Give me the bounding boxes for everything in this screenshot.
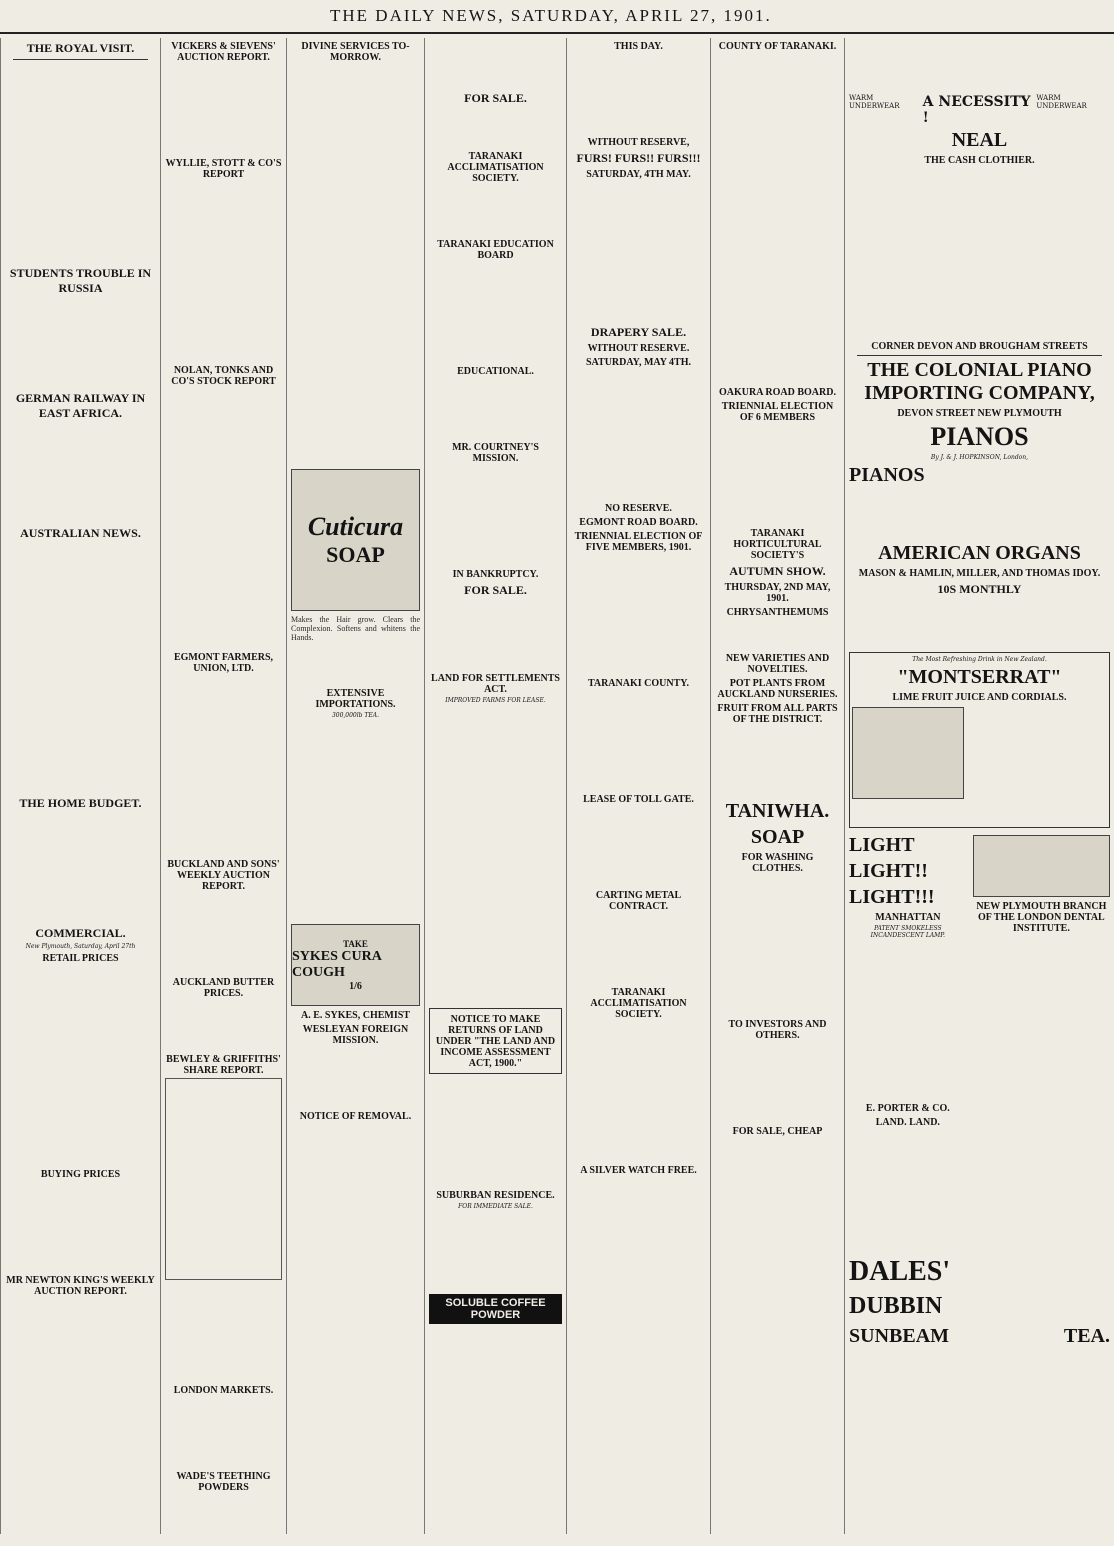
heading-wesleyan-mission: WESLEYAN FOREIGN MISSION.	[302, 1024, 409, 1046]
dubbin: DUBBIN	[849, 1293, 943, 1319]
article-body	[291, 65, 420, 465]
article-body	[571, 1022, 706, 1162]
heading-fruit: FRUIT FROM ALL PARTS OF THE DISTRICT.	[717, 703, 838, 725]
article-body	[291, 645, 420, 685]
masthead	[0, 0, 1114, 34]
heading-london-markets: LONDON MARKETS.	[173, 1385, 274, 1396]
heading-vickers-report: VICKERS & SIEVENS' AUCTION REPORT.	[171, 41, 276, 63]
heading-bewley-share-report: BEWLEY & GRIFFITHS' SHARE REPORT.	[166, 1054, 281, 1076]
article-body	[291, 1048, 420, 1108]
heading-silver-watch: A SILVER WATCH FREE.	[580, 1165, 697, 1176]
column-3	[286, 38, 424, 1534]
neal-brand: NEAL	[951, 129, 1008, 151]
article-body	[571, 914, 706, 984]
neal-footer: CORNER DEVON AND BROUGHAM STREETS	[871, 341, 1088, 352]
heading-german-railway: GERMAN RAILWAY IN EAST AFRICA.	[15, 391, 146, 420]
article-body	[165, 676, 282, 856]
heading-chrysanthemums: CHRYSANTHEMUMS	[726, 607, 829, 618]
masthead-title: THE DAILY NEWS, SATURDAY, APRIL 27, 1901.	[330, 6, 772, 25]
improved-farms: IMPROVED FARMS FOR LEASE.	[445, 697, 546, 704]
column-5	[566, 38, 710, 1534]
heading-acclimatisation: TARANAKI ACCLIMATISATION SOCIETY.	[447, 151, 544, 184]
organs-heading: AMERICAN ORGANS	[878, 542, 1081, 564]
soluble-coffee-band: SOLUBLE COFFEE POWDER	[429, 1294, 562, 1324]
article-body	[165, 182, 282, 362]
heading-egmont-road-board: EGMONT ROAD BOARD.	[579, 517, 698, 528]
heading-wades-powders: WADE'S TEETHING POWDERS	[176, 1471, 271, 1493]
heading-commercial: COMMERCIAL.	[35, 926, 126, 940]
heading-retail-prices: RETAIL PRICES	[42, 953, 119, 964]
share-table	[165, 1078, 282, 1280]
manhattan-sub: PATENT SMOKELESS INCANDESCENT LAMP.	[870, 925, 946, 939]
heading-buckland-report: BUCKLAND AND SONS' WEEKLY AUCTION REPORT.	[167, 859, 280, 892]
heading-sat-4-may: SATURDAY, 4TH MAY.	[586, 169, 691, 180]
heading-auckland-butter: AUCKLAND BUTTER PRICES.	[172, 977, 275, 999]
land: LAND. LAND.	[875, 1117, 940, 1128]
article-body	[429, 263, 562, 363]
heading-for-sale-2: FOR SALE.	[464, 583, 527, 597]
heading-acclimatisation-2: TARANAKI ACCLIMATISATION SOCIETY.	[590, 987, 687, 1020]
article-body	[429, 108, 562, 148]
article-body	[715, 1043, 840, 1123]
heading-egmont-farmers: EGMONT FARMERS, UNION, LTD.	[173, 652, 274, 674]
piano-address: DEVON STREET NEW PLYMOUTH	[897, 408, 1062, 419]
heading-home-budget: THE HOME BUDGET.	[19, 796, 142, 810]
column-6	[710, 38, 844, 1534]
piano-makers: By J. & J. HOPKINSON, London,	[930, 454, 1029, 461]
dental-institute: NEW PLYMOUTH BRANCH OF THE LONDON DENTAL INSTITUTE.	[976, 901, 1107, 934]
heading-without-reserve: WITHOUT RESERVE,	[587, 137, 690, 148]
tea-quantity: 300,000lb TEA.	[331, 712, 380, 719]
sunbeam: SUNBEAM	[849, 1325, 950, 1347]
column-4	[424, 38, 566, 1534]
article-body	[165, 65, 282, 155]
article-body	[165, 1001, 282, 1051]
taniwha-soap-sub: FOR WASHING CLOTHES.	[741, 852, 814, 874]
sykes-price: 1/6	[349, 980, 362, 992]
article-body	[5, 966, 156, 1166]
article-body	[291, 720, 420, 920]
heading-divine-services: DIVINE SERVICES TO-MORROW.	[301, 41, 410, 63]
cuticura-advert	[291, 469, 420, 611]
article-body	[571, 54, 706, 134]
article-body	[571, 691, 706, 791]
colonial-piano-heading: THE COLONIAL PIANO IMPORTING COMPANY,	[864, 359, 1095, 404]
montserrat-tag: The Most Refreshing Drink in New Zealand.	[912, 656, 1047, 663]
heading-educational: EDUCATIONAL.	[457, 366, 534, 377]
heading-nolan-report: NOLAN, TONKS AND CO'S STOCK REPORT	[171, 365, 276, 387]
heading-for-sale-cheap: FOR SALE, CHEAP	[732, 1126, 823, 1137]
horse-illustration	[852, 707, 964, 799]
article-body	[5, 543, 156, 793]
article-body	[165, 1495, 282, 1534]
taniwha-soap: SOAP	[750, 826, 805, 848]
heading-this-day: THIS DAY.	[614, 41, 663, 52]
sykes-take: TAKE	[343, 938, 368, 949]
neal-warm-left: WARM UNDERWEAR	[849, 94, 900, 110]
heading-toll-gate: LEASE OF TOLL GATE.	[583, 794, 694, 805]
article-body	[165, 1398, 282, 1468]
piano-body	[849, 489, 1110, 539]
heading-students-russia: STUDENTS TROUBLE IN RUSSIA	[9, 266, 152, 295]
heading-land-income-act: NOTICE TO MAKE RETURNS OF LAND UNDER "THE LAND AND INCOME ASSESSMENT ACT, 1900."	[435, 1014, 556, 1069]
heading-show-date: THURSDAY, 2ND MAY, 1901.	[724, 582, 831, 604]
cuticura-soap: SOAP	[326, 542, 385, 567]
article-body	[715, 425, 840, 525]
article-body	[571, 182, 706, 322]
heading-horticultural-society: TARANAKI HORTICULTURAL SOCIETY'S	[733, 528, 822, 561]
heading-furs: FURS! FURS!! FURS!!!	[576, 151, 701, 165]
article-body	[165, 389, 282, 649]
heading-for-sale: FOR SALE.	[464, 91, 527, 105]
article-body	[165, 894, 282, 974]
article-body	[5, 63, 156, 263]
article-body	[571, 807, 706, 887]
heading-australian-news: AUSTRALIAN NEWS.	[20, 526, 141, 540]
heading-pot-plants: POT PLANTS FROM AUCKLAND NURSERIES.	[717, 678, 838, 700]
article-body	[429, 1211, 562, 1291]
article-body	[715, 54, 840, 384]
light-1: LIGHT	[849, 834, 915, 856]
tea: TEA.	[1063, 1325, 1110, 1347]
heading-carting-metal: CARTING METAL CONTRACT.	[595, 890, 682, 912]
montserrat-advert	[849, 652, 1110, 828]
heading-sat-may-4: SATURDAY, MAY 4TH.	[585, 357, 692, 368]
neal-warm-right: WARM UNDERWEAR	[1036, 94, 1087, 110]
teeth-illustration	[973, 835, 1110, 897]
sykes-advert	[291, 924, 420, 1006]
heading-drapery-sale: DRAPERY SALE.	[590, 325, 687, 339]
heading-triennial-election: TRIENNIAL ELECTION OF FIVE MEMBERS, 1901.	[574, 531, 703, 553]
heading-newton-king-report: MR NEWTON KING'S WEEKLY AUCTION REPORT.	[6, 1275, 155, 1297]
heading-education-board: TARANAKI EDUCATION BOARD	[437, 239, 554, 261]
column-advertisements	[844, 38, 1114, 1534]
article-body	[5, 298, 156, 388]
article-body	[429, 186, 562, 236]
article-body	[429, 466, 562, 566]
neal-body	[849, 168, 1110, 338]
article-body	[291, 1124, 420, 1154]
cuticura-brand: Cuticura	[307, 512, 404, 541]
article-body	[5, 1182, 156, 1272]
article-body	[571, 1178, 706, 1278]
montserrat-sub: LIME FRUIT JUICE AND CORDIALS.	[892, 692, 1067, 703]
article-body	[5, 1299, 156, 1469]
dental-body	[973, 936, 1110, 1236]
heading-wyllie-report: WYLLIE, STOTT & CO'S REPORT	[165, 158, 282, 180]
article-body	[5, 423, 156, 523]
monthly-terms: 10S MONTHLY	[937, 582, 1022, 596]
heading-election-6-members: TRIENNIAL ELECTION OF 6 MEMBERS	[721, 401, 834, 423]
heading-without-reserve-2: WITHOUT RESERVE.	[587, 343, 690, 354]
heading-notice-removal: NOTICE OF REMOVAL.	[299, 1111, 412, 1122]
article-body	[429, 38, 562, 88]
montserrat-brand: "MONTSERRAT"	[897, 666, 1062, 688]
manhattan: MANHATTAN	[875, 912, 941, 923]
immediate-sale: FOR IMMEDIATE SALE.	[458, 1203, 533, 1210]
manhattan-body	[849, 940, 967, 1100]
article-body	[5, 813, 156, 923]
article-body	[429, 1077, 562, 1187]
land-income-notice	[429, 1008, 562, 1074]
heading-new-varieties: NEW VARIETIES AND NOVELTIES.	[725, 653, 830, 675]
land-body	[849, 1130, 967, 1250]
neal-necessity: A NECESSITY !	[922, 94, 1031, 126]
article-body	[715, 727, 840, 797]
cuticura-line: Makes the Hair grow. Clears the Complexion. Softens and whitens the Hands.	[291, 615, 420, 642]
light-2: LIGHT!!	[849, 860, 928, 882]
article-body	[715, 1139, 840, 1199]
chemist-name: A. E. SYKES, CHEMIST	[301, 1010, 410, 1021]
commercial-date: New Plymouth, Saturday, April 27th	[25, 943, 136, 950]
heading-taranaki-county: TARANAKI COUNTY.	[587, 678, 690, 689]
heading-investors: TO INVESTORS AND OTHERS.	[728, 1019, 827, 1041]
heading-county-taranaki: COUNTY OF TARANAKI.	[718, 41, 837, 52]
heading-suburban-residence: SUBURBAN RESIDENCE.	[436, 1190, 555, 1201]
heading-buying-prices: BUYING PRICES	[40, 1169, 121, 1180]
sykes-cough: SYKES CURA COUGH	[292, 948, 382, 980]
heading-land-settlements: LAND FOR SETTLEMENTS ACT.	[431, 673, 560, 695]
pianos-heading: PIANOS	[930, 422, 1029, 451]
taniwha-brand: TANIWHA.	[725, 800, 830, 822]
heading-courtney-mission: MR. COURTNEY'S MISSION.	[452, 442, 539, 464]
article-body	[429, 379, 562, 439]
heading-no-reserve: NO RESERVE.	[605, 503, 672, 514]
pianos-heading-2: PIANOS	[849, 464, 925, 486]
neal-line: THE CASH CLOTHIER.	[924, 155, 1035, 166]
article-body	[715, 620, 840, 650]
piano-body	[849, 599, 1110, 649]
article-body	[571, 555, 706, 675]
article-body	[429, 705, 562, 1005]
heading-autumn-show: AUTUMN SHOW.	[729, 564, 826, 578]
heading-extensive-importations: EXTENSIVE IMPORTATIONS.	[315, 688, 396, 710]
porter: E. PORTER & CO.	[865, 1103, 950, 1114]
article-body	[165, 1282, 282, 1382]
column-2	[160, 38, 286, 1534]
article-body	[715, 876, 840, 1016]
heading-oakura-road-board: OAKURA ROAD BOARD.	[719, 387, 836, 398]
light-3: LIGHT!!!	[849, 886, 935, 908]
column-1	[0, 38, 160, 1534]
dales: DALES'	[849, 1256, 951, 1287]
heading-royal-visit: THE ROYAL VISIT.	[26, 41, 135, 55]
heading-bankruptcy: IN BANKRUPTCY.	[452, 569, 539, 580]
organ-makers: MASON & HAMLIN, MILLER, AND THOMAS IDOY.	[858, 568, 1101, 579]
article-body	[429, 600, 562, 670]
neal-header	[849, 94, 1110, 126]
article-body	[571, 370, 706, 500]
